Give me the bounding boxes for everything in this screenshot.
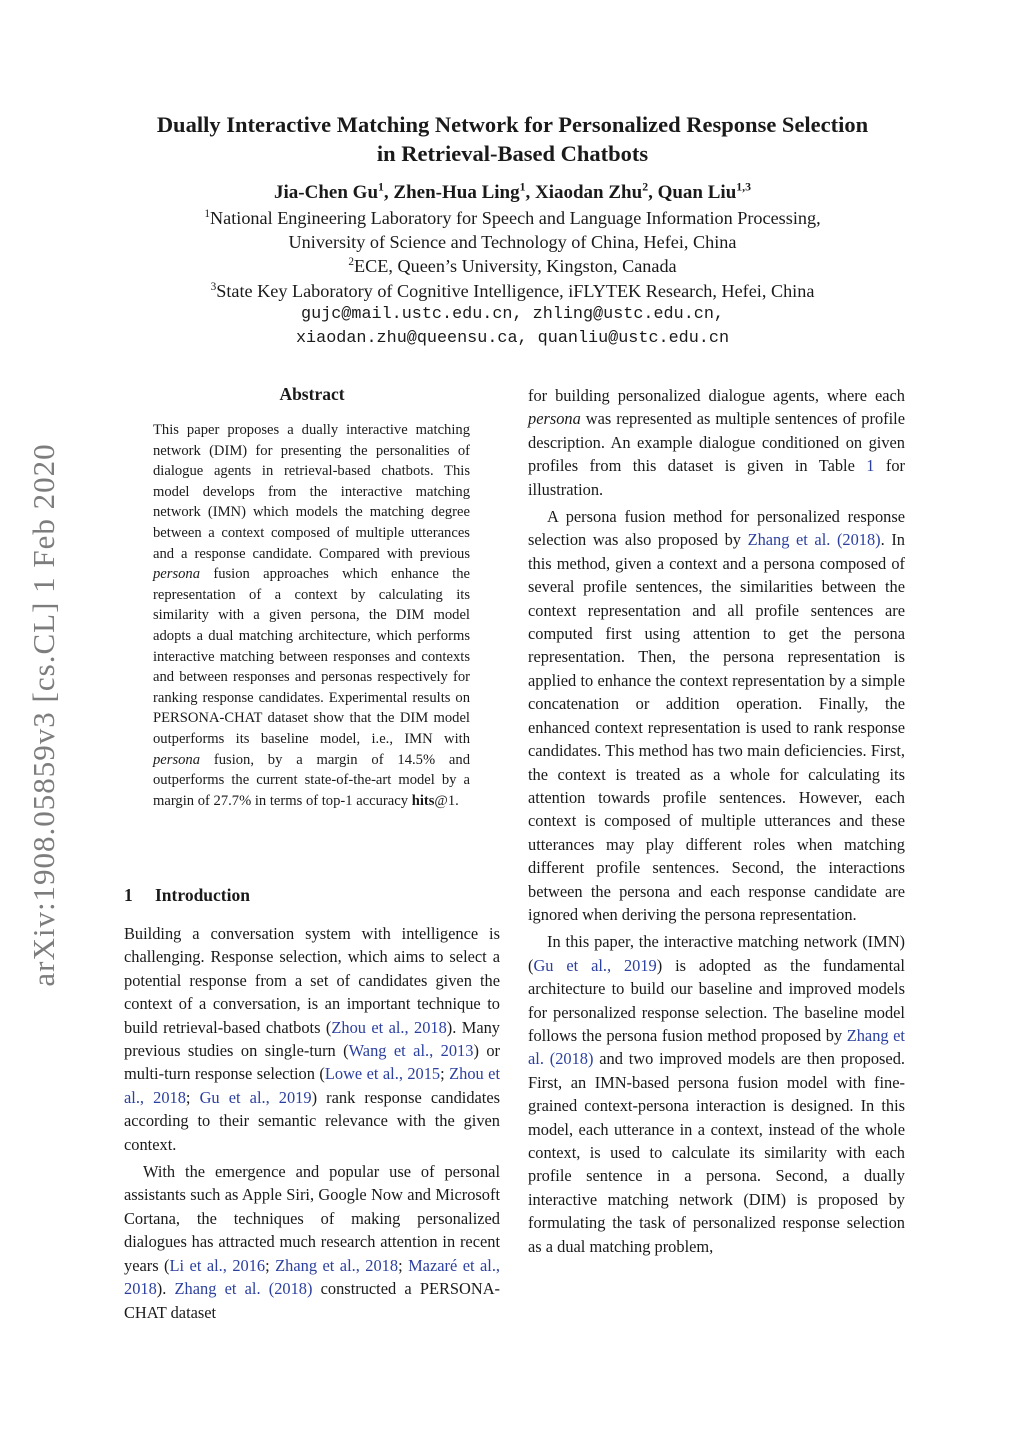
abstract-text: This paper proposes a dually interactive matching network (DIM) for presenting the personalities of dialogue agents in retrieval-based chatbots. This model develops from the interactive matching network (IMN) which models the matching degree between a context composed of multiple utterances and a response candidate. Compared with previous — [153, 422, 470, 562]
citation-link[interactable]: Zhang et al., 2018 — [275, 1255, 399, 1275]
text: ; — [398, 1255, 409, 1275]
author-affil-sup: 1,3 — [736, 180, 751, 194]
author-affil-sup: 2 — [642, 180, 649, 194]
abstract-text: @1. — [434, 792, 459, 809]
emphasis: persona — [528, 409, 581, 429]
text: and two improved models are then proposed. First, an IMN-based persona fusion model with fine-grained context-persona interaction is designed. In this model, each utterance in a context, instead of the whole context, is used to calculate its similarity with each profile sentence in a persona. Second, a dually interactive matching network (DIM) is proposed by formulating the task of personalized response selection as a dual matching problem, — [528, 1049, 905, 1256]
author-name: Quan Liu — [657, 182, 737, 203]
abstract-body — [153, 420, 470, 811]
text: In this paper, the interactive matching network (IMN) ( — [528, 932, 905, 975]
author-name: Jia-Chen Gu — [274, 182, 379, 203]
text: for building personalized dialogue agents, where each — [528, 386, 905, 405]
abstract-emphasis: persona — [153, 751, 201, 768]
emails-line-2: xiaodan.zhu@queensu.ca, quanliu@ustc.edu.cn — [295, 329, 730, 349]
abstract-emphasis: persona — [153, 566, 201, 583]
citation-link[interactable]: Lowe et al., 2015 — [324, 1064, 441, 1084]
text: ). — [156, 1279, 175, 1299]
citation-link[interactable]: Mazaré et al., 2018 — [124, 1255, 501, 1299]
paragraph — [124, 1160, 500, 1324]
paragraph — [528, 930, 905, 1258]
abstract-heading: Abstract — [279, 384, 345, 404]
affil-sup: 2 — [348, 256, 355, 269]
affiliation-3 — [120, 279, 905, 303]
text: With the emergence and popular use of personal assistants such as Apple Siri, Google Now and Microsoft Cortana, the techniques of making personalized dialogues has attracted much research attention in recent years ( — [124, 1162, 500, 1275]
affil-text: National Engineering Laboratory for Speech and Language Information Processing, — [210, 208, 821, 228]
text: ; — [440, 1064, 450, 1084]
affil-text: ECE, Queen’s University, Kingston, Canada — [354, 256, 677, 277]
author-name: Xiaodan Zhu — [534, 182, 643, 203]
citation-link[interactable]: Wang et al., 2013 — [348, 1041, 474, 1061]
text: ; — [185, 1087, 200, 1107]
table-ref-link[interactable]: 1 — [866, 456, 875, 476]
affiliation-2 — [120, 254, 905, 278]
text: ; — [265, 1255, 276, 1275]
citation-link[interactable]: Zhou et al., 2018 — [331, 1017, 447, 1037]
text: ) or multi-turn response selection ( — [124, 1041, 501, 1084]
arxiv-side-identifier: arXiv:1908.05859v3 [cs.CL] 1 Feb 2020 — [26, 443, 61, 987]
text: constructed a PERSONA-CHAT dataset — [124, 1279, 501, 1322]
abstract-text: fusion approaches which enhance the representation of a context by calculating its similarity with a given persona, the DIM model adopts a dual matching architecture, which performs interactive matching between responses and contexts and between responses and personas respectively for ranking response candidates. Experimental results on PERSONA-CHAT dataset show that the DIM model outperforms its baseline model, i.e., IMN with — [153, 566, 470, 747]
citation-link[interactable]: Zhang et al. (2018) — [174, 1279, 313, 1299]
citation-link[interactable]: Gu et al., 2019 — [199, 1087, 312, 1107]
text: for illustration. — [528, 456, 905, 499]
paragraph — [528, 505, 905, 926]
section-heading-introduction — [124, 885, 500, 906]
author-affil-sup: 1 — [519, 180, 526, 194]
paragraph — [124, 922, 500, 1156]
citation-link[interactable]: Zhou et al., 2018 — [124, 1064, 501, 1107]
author-list: Jia-Chen Gu$^1$, Zhen-Hua Ling$^1$, Xiaodan Zhu$^2$, Quan Liu$^{1,3}$ — [274, 180, 751, 203]
text: ). Many previous studies on single-turn ( — [124, 1017, 500, 1061]
text: was represented as multiple sentences of profile description. An example dialogue conditioned on given profiles from this dataset is given in Table — [528, 409, 905, 476]
author-affil-sup: 1 — [378, 180, 384, 194]
section-title: Introduction — [155, 885, 250, 905]
citation-link[interactable]: Zhang et al. (2018) — [528, 1025, 905, 1069]
introduction-body — [124, 922, 500, 1324]
text: ) rank response candidates according to their semantic relevance with the given context. — [124, 1087, 500, 1154]
affiliation-1 — [120, 206, 905, 230]
title-line-1: Dually Interactive Matching Network for Personalized Response Selection — [156, 112, 869, 137]
abstract-text: fusion, by a margin of 14.5% and outperforms the current state-of-the-art model by a margin of 27.7% in terms of top-1 accuracy — [153, 751, 470, 809]
paragraph — [528, 384, 905, 501]
right-column-body — [528, 384, 905, 1258]
text: ) is adopted as the fundamental architecture to build our baseline and improved models for personalized response selection. The baseline model follows the persona fusion method proposed by — [528, 955, 905, 1045]
affiliation-1-cont: University of Science and Technology of China, Hefei, China — [288, 232, 737, 253]
title-line-2: in Retrieval-Based Chatbots — [376, 141, 649, 166]
text: Building a conversation system with intelligence is challenging. Response selection, which aims to select a potential response from a set of candidates given the context of a conversation, is an important technique to build retrieval-based chatbots ( — [124, 924, 500, 1037]
affil-sup: 3 — [210, 280, 217, 293]
emails-line-1: gujc@mail.ustc.edu.cn, zhling@ustc.edu.cn, — [301, 304, 724, 324]
author-name: Zhen-Hua Ling — [393, 182, 520, 203]
affil-text: State Key Laboratory of Cognitive Intelligence, iFLYTEK Research, Hefei, China — [216, 280, 815, 301]
affil-sup: 1 — [204, 207, 211, 220]
affiliations — [120, 206, 905, 351]
text: A persona fusion method for personalized response selection was also proposed by — [528, 507, 905, 550]
citation-link[interactable]: Li et al., 2016 — [169, 1255, 266, 1275]
paper-title — [120, 110, 905, 168]
abstract-metric: hits — [411, 792, 435, 809]
citation-link[interactable]: Gu et al., 2019 — [533, 955, 657, 975]
section-number: 1 — [124, 885, 133, 905]
citation-link[interactable]: Zhang et al. (2018) — [747, 530, 881, 550]
text: . In this method, given a context and a persona composed of several profile sentences, the similarities between the context representation and all profile sentences are computed first using attention to get the persona representation. Then, the persona representation is applied to enhance the context representation by a simple concatenation or addition operation. Finally, the enhanced context representation is used to rank response candidates. This method has two main deficiencies. First, the context is treated as a whole for calculating its attention towards profile sentences. However, each context is composed of multiple utterances and these utterances may play different roles when matching different profile sentences. Second, the interactions between the persona and each response candidate are ignored when deriving the persona representation. — [528, 530, 905, 924]
